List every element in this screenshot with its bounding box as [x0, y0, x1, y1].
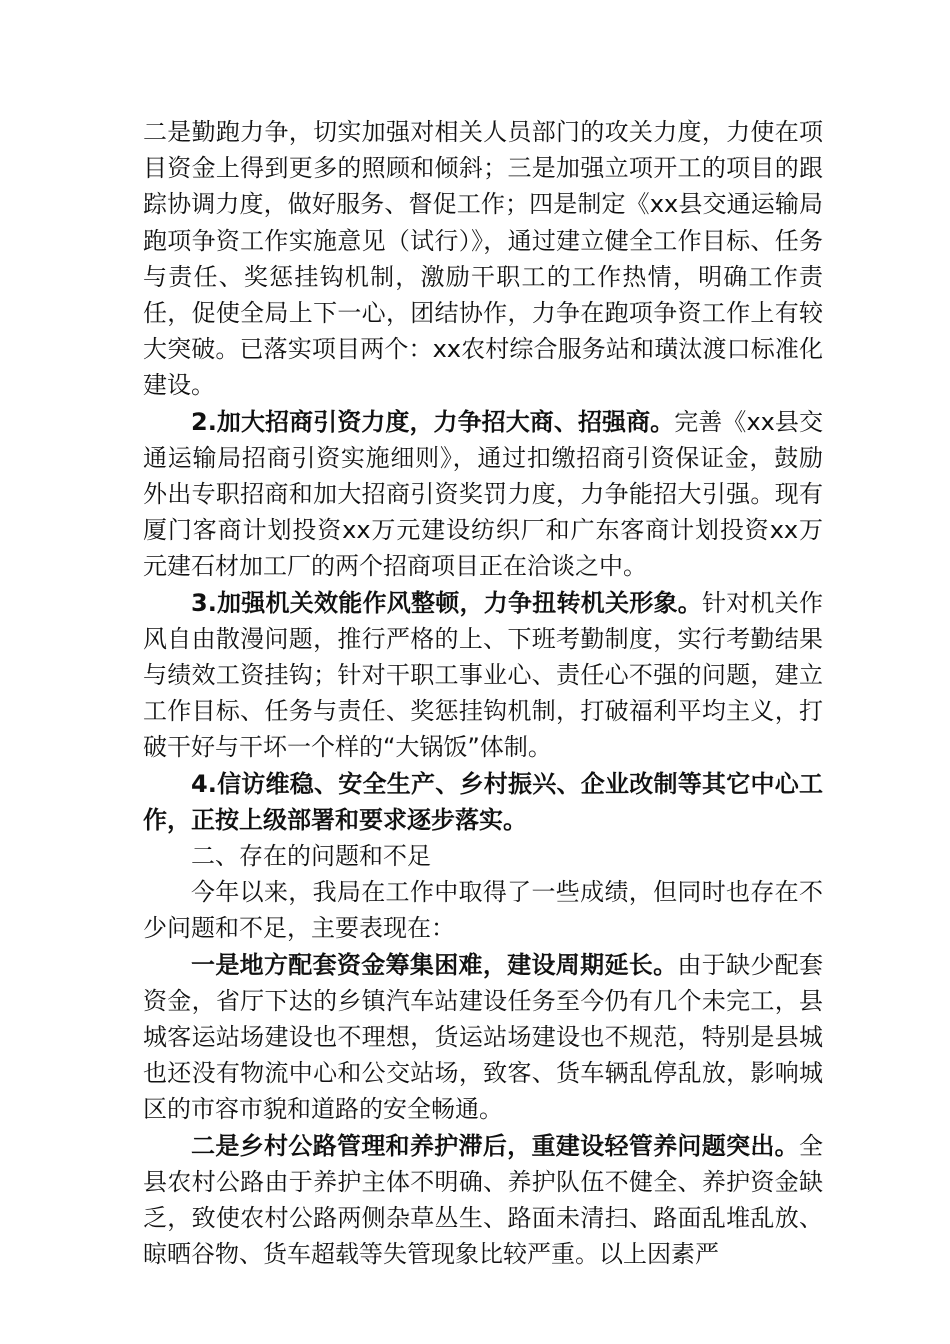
paragraph-fundraising [143, 114, 823, 404]
section-title [143, 838, 823, 874]
section-title-text: 二、存在的问题和不足 [191, 842, 431, 871]
paragraph-text: 全县农村公路由于养护主体不明确、养护队伍不健全、养护资金缺乏，致使农村公路两侧杂草丛生、路面未清扫、路面乱堆乱放、晾晒谷物、货车超载等失管现象比较严重。以上因素严 [143, 1131, 823, 1269]
paragraph-text: 完善《xx县交通运输局招商引资实施细则》，通过扣缴招商引资保证金，鼓励外出专职招商和加大招商引资奖罚力度，力争能招大引强。现有厦门客商计划投资xx万元建设纺织厂和广东客商计划投资xx万元建石材加工厂的两个招商项目正在洽谈之中。 [143, 407, 823, 581]
paragraph-text: 针对机关作风自由散漫问题，推行严格的上、下班考勤制度，实行考勤结果与绩效工资挂钩；针对干职工事业心、责任心不强的问题，建立工作目标、任务与责任、奖惩挂钩机制，打破福利平均主义，打破干好与干坏一个样的“大锅饭”体制。 [143, 588, 823, 762]
paragraph-problem-roads [143, 1128, 823, 1273]
document-body [143, 114, 823, 1273]
paragraph-investment [143, 404, 823, 585]
paragraph-text: 今年以来，我局在工作中取得了一些成绩，但同时也存在不少问题和不足，主要表现在： [143, 878, 823, 943]
paragraph-heading: 3.加强机关效能作风整顿，力争扭转机关形象。 [191, 588, 702, 617]
paragraph-other-work [143, 766, 823, 838]
paragraph-intro [143, 874, 823, 946]
paragraph-heading: 2.加大招商引资力度，力争招大商、招强商。 [191, 407, 675, 436]
paragraph-heading: 二是乡村公路管理和养护滞后，重建设轻管养问题突出。 [191, 1131, 799, 1160]
paragraph-heading: 一是地方配套资金筹集困难，建设周期延长。 [191, 950, 678, 979]
paragraph-text: 由于缺少配套资金，省厅下达的乡镇汽车站建设任务至今仍有几个未完工，县城客运站场建设也不理想，货运站场建设也不规范，特别是县城也还没有物流中心和公交站场，致客、货车辆乱停乱放，影响城区的市容市貌和道路的安全畅通。 [143, 950, 824, 1124]
paragraph-text: 二是勤跑力争，切实加强对相关人员部门的攻关力度，力使在项目资金上得到更多的照顾和倾斜；三是加强立项开工的项目的跟踪协调力度，做好服务、督促工作；四是制定《xx县交通运输局跑项争资工作实施意见（试行）》，通过建立健全工作目标、任务与责任、奖惩挂钩机制，激励干职工的工作热情，明确工作责任，促使全局上下一心，团结协作，力争在跑项争资工作上有较大突破。已落实项目两个：xx农村综合服务站和璜汰渡口标准化建设。 [143, 118, 823, 400]
paragraph-heading: 4.信访维稳、安全生产、乡村振兴、企业改制等其它中心工作，正按上级部署和要求逐步落实。 [143, 769, 823, 834]
paragraph-problem-funding [143, 947, 823, 1128]
paragraph-efficiency [143, 585, 823, 766]
